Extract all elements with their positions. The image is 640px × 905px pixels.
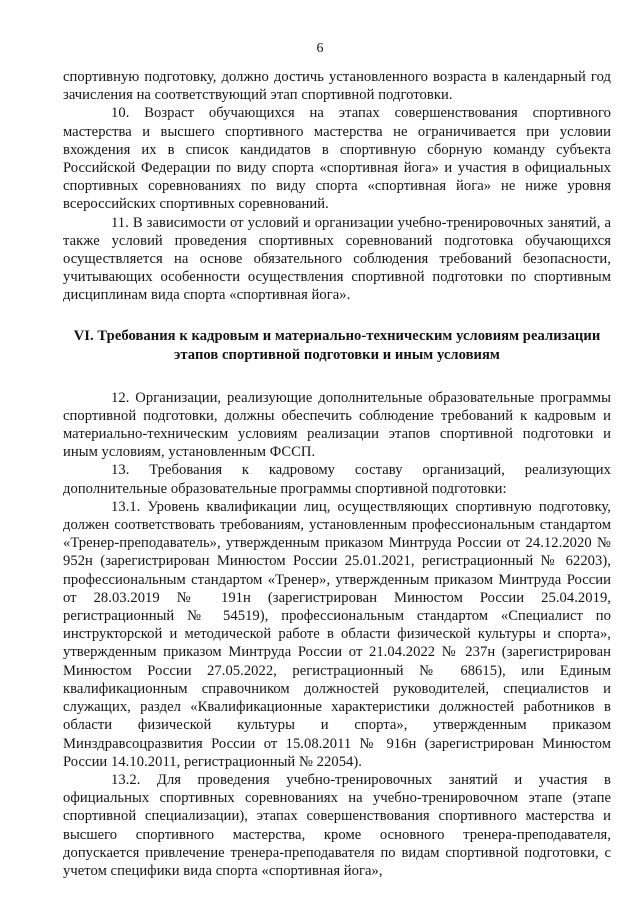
page-number: 6	[316, 41, 324, 56]
paragraph-13: 13. Требования к кадровому составу организаций, реализующих дополнительные образовательные программы спортивной подготовки:	[63, 462, 611, 497]
paragraph-13-1: 13.1. Уровень квалификации лиц, осуществляющих спортивную подготовку, должен соответствовать требованиям, установленным профессиональным стандартом «Тренер-преподаватель», утвержденным приказом Минтруда России от 24.12.2020 № 952н (зарегистрирован Минюстом России 25.01.2021, регистрационный № 62203), профессиональным стандартом «Тренер», утвержденным приказом Минтруда России от 28.03.2019 № 191н (зарегистрирован Минюстом России 25.04.2019, регистрационный № 54519), профессиональным стандартом «Специалист по инструкторской и методической работе в области физической культуры и спорта», утвержденным приказом Минтруда России от 21.04.2022 № 237н (зарегистрирован Минюстом России 27.05.2022, регистрационный № 68615), или Единым квалификационным справочником должностей руководителей, специалистов и служащих, раздел «Квалификационные характеристики должностей работников в области физической культуры и спорта», утвержденным приказом Минздравсоцразвития России от 15.08.2011 № 916н (зарегистрирован Минюстом России 14.10.2011, регистрационный № 22054).	[63, 498, 611, 770]
paragraph-11: 11. В зависимости от условий и организации учебно-тренировочных занятий, а также условий проведения спортивных соревнований подготовка обучающихся осуществляется на основе обязательного соблюдения требований безопасности, учитывающих особенности осуществления спортивной подготовки по спортивным дисциплинам вида спорта «спортивная йога».	[63, 214, 611, 304]
section-heading-vi: VI. Требования к кадровым и материально-техническим условиям реализации этапов спортивной подготовки и иным условиям	[73, 327, 601, 363]
paragraph-13-2: 13.2. Для проведения учебно-тренировочных занятий и участия в официальных спортивных соревнованиях на учебно-тренировочном этапе (этапе спортивной специализации), этапах совершенствования спортивного мастерства и высшего спортивного мастерства, кроме основного тренера-преподавателя, допускается привлечение тренера-преподавателя по видам спортивной подготовки, с учетом специфики вида спорта «спортивная йога»,	[63, 771, 611, 879]
paragraph-continuation: спортивную подготовку, должно достичь установленного возраста в календарный год зачисления на соответствующий этап спортивной подготовки.	[63, 69, 611, 104]
paragraph-10: 10. Возраст обучающихся на этапах совершенствования спортивного мастерства и высшего спортивного мастерства не ограничивается при условии вхождения их в список кандидатов в спортивную сборную команду субъекта Российской Федерации по виду спорта «спортивная йога» и участия в официальных спортивных соревнованиях по виду спорта «спортивная йога» не ниже уровня всероссийских спортивных соревнований.	[63, 105, 611, 213]
paragraph-12: 12. Организации, реализующие дополнительные образовательные программы спортивной подготовки, должны обеспечить соблюдение требований к кадровым и материально-техническим условиям реализации этапов спортивной подготовки и иным условиям, установленным ФССП.	[63, 389, 611, 461]
document-body	[63, 68, 611, 880]
